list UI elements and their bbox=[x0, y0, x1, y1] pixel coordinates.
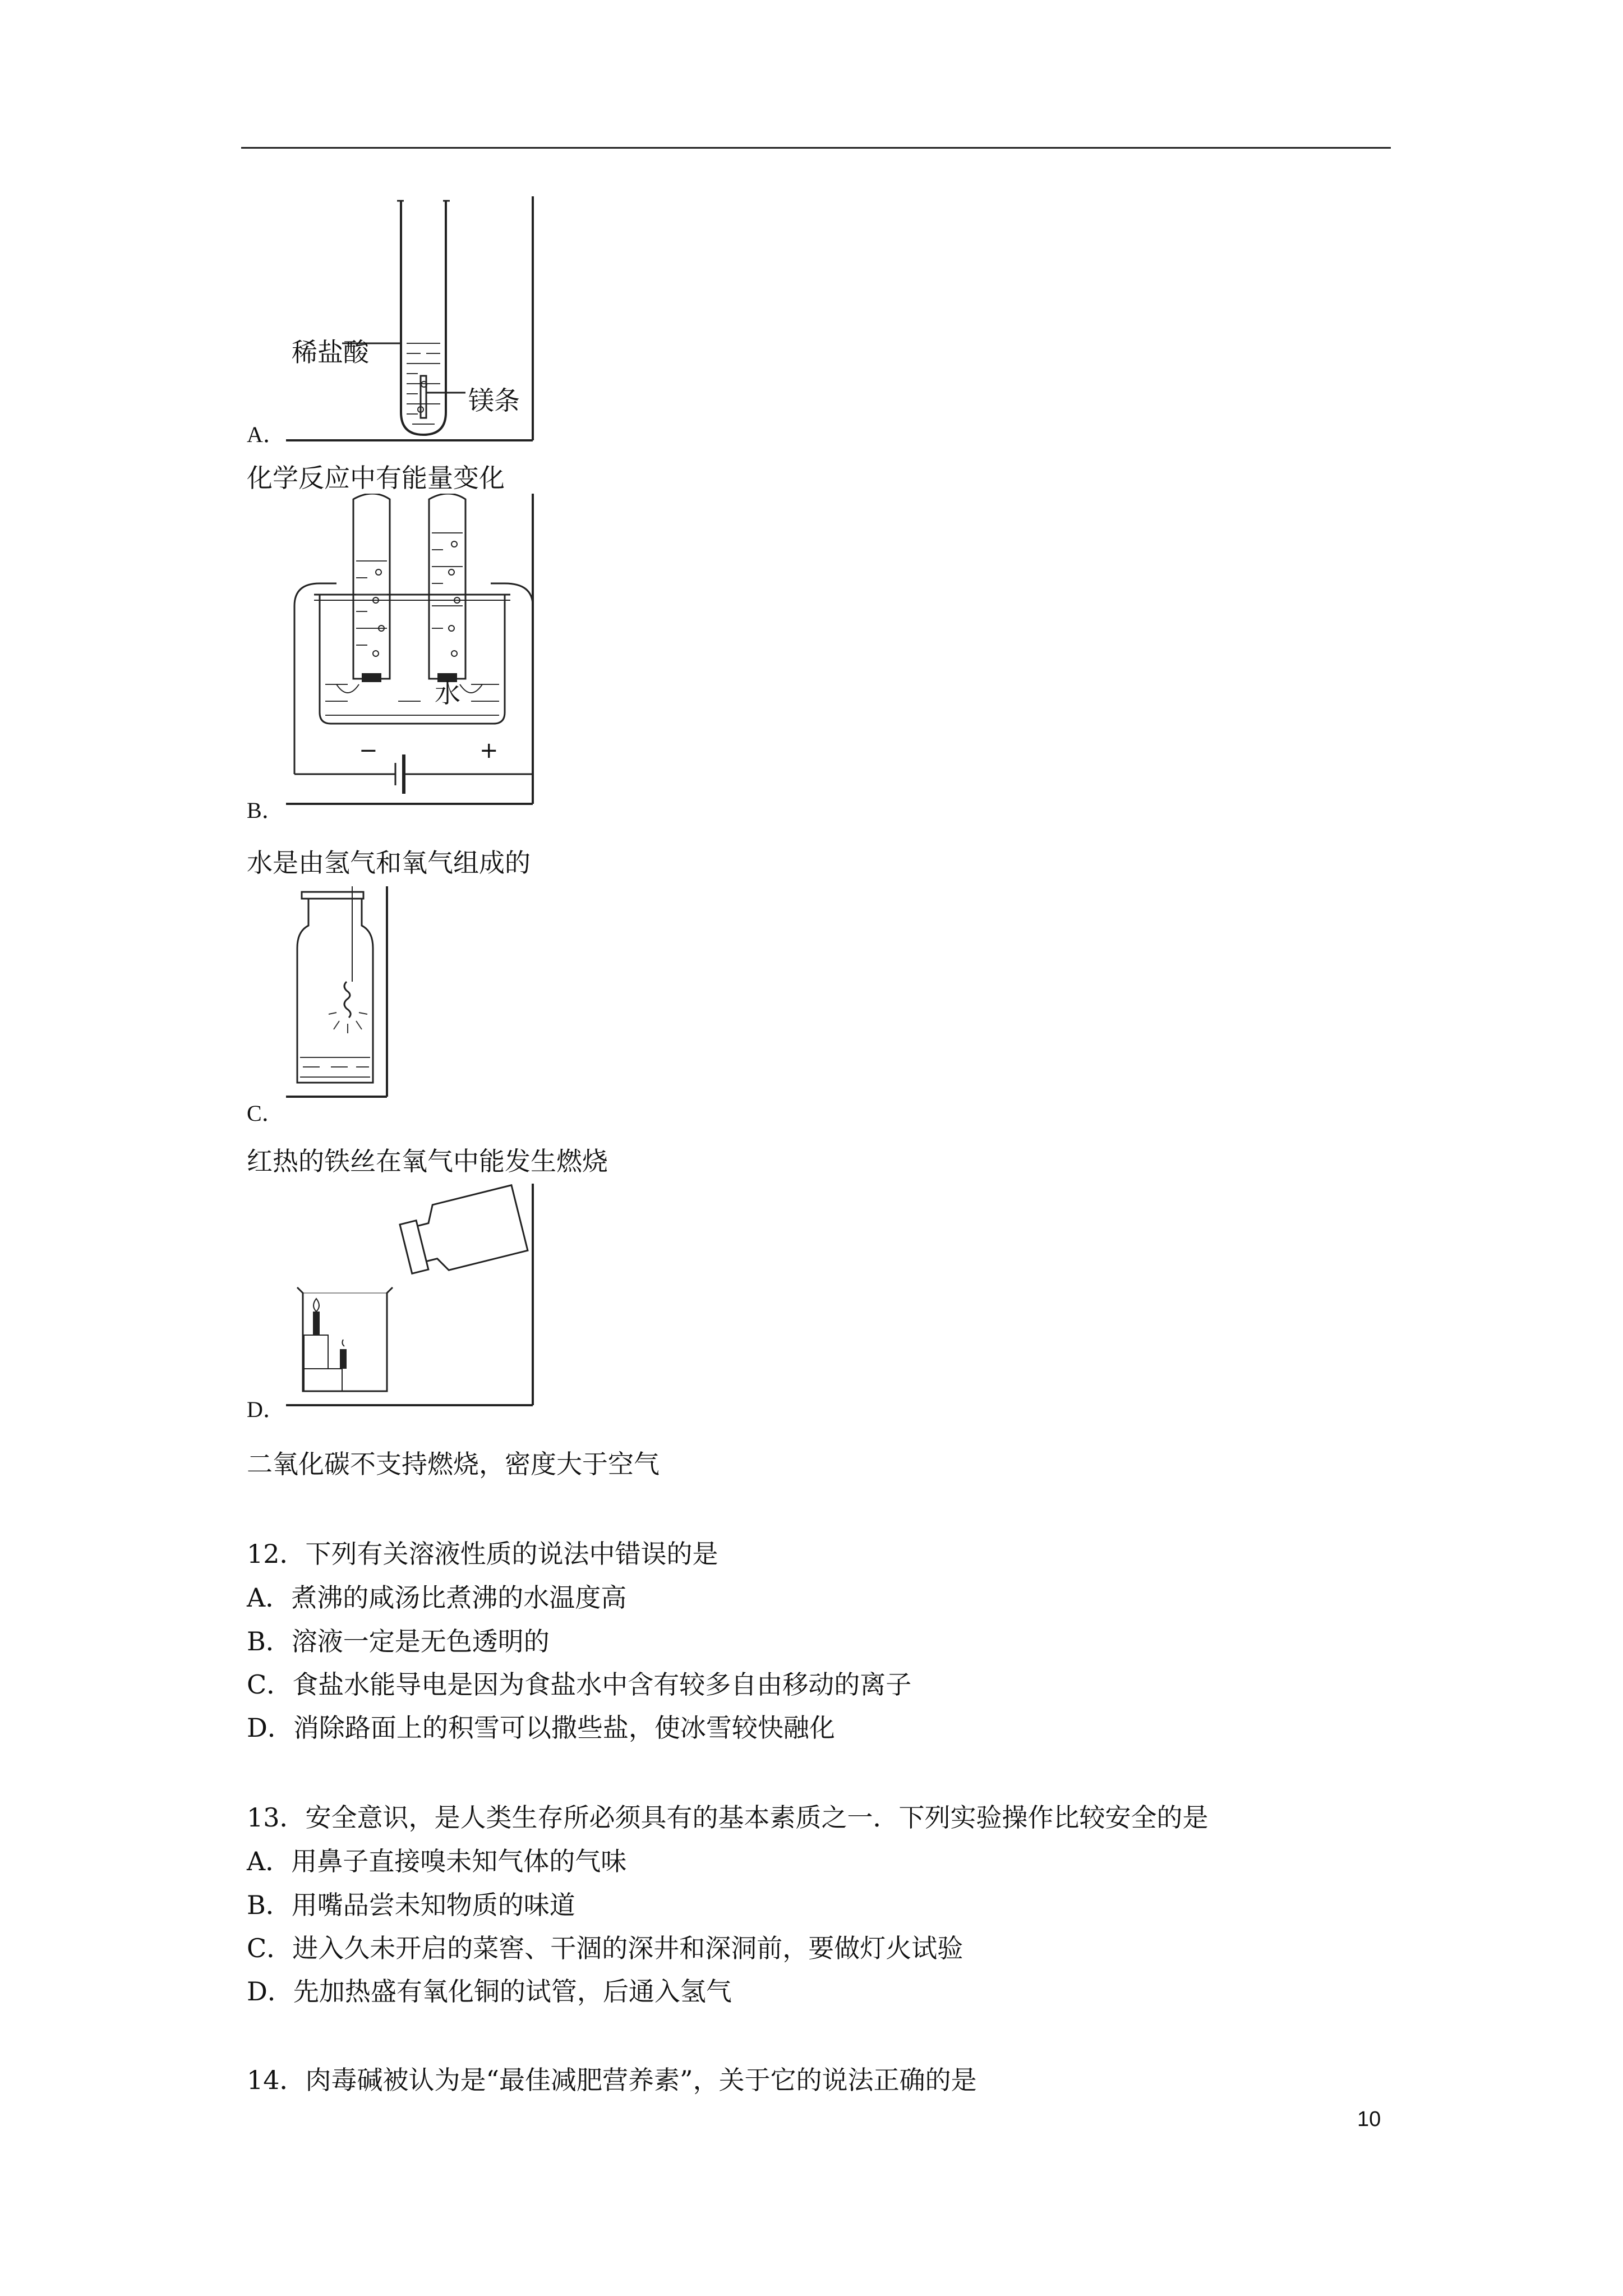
question-13-stem: 13．安全意识，是人类生存所必须具有的基本素质之一．下列实验操作比较安全的是 bbox=[247, 1802, 1209, 1833]
option-c-caption: 红热的铁丝在氧气中能发生燃烧 bbox=[247, 1146, 608, 1176]
label-water: 水 bbox=[435, 678, 460, 708]
label-magnesium-strip: 镁条 bbox=[468, 385, 520, 416]
option-b-letter: B． bbox=[247, 798, 284, 823]
question-13-choice-c: C．进入久未开启的菜窖、干涸的深井和深洞前，要做灯火试验 bbox=[247, 1933, 963, 1963]
label-dilute-hcl: 稀盐酸 bbox=[292, 337, 369, 367]
option-d-caption: 二氧化碳不支持燃烧，密度大于空气 bbox=[247, 1449, 660, 1479]
question-14-stem: 14．肉毒碱被认为是“最佳减肥营养素”，关于它的说法正确的是 bbox=[247, 2065, 977, 2095]
question-13-choice-b: B．用嘴品尝未知物质的味道 bbox=[247, 1890, 575, 1920]
label-negative: − bbox=[359, 738, 378, 763]
question-12-choice-a: A．煮沸的咸汤比煮沸的水温度高 bbox=[247, 1582, 627, 1613]
option-b-caption: 水是由氢气和氧气组成的 bbox=[247, 848, 531, 878]
question-12-stem: 12．下列有关溶液性质的说法中错误的是 bbox=[247, 1539, 718, 1569]
question-12-choice-b: B．溶液一定是无色透明的 bbox=[247, 1626, 550, 1657]
question-13-choice-d: D．先加热盛有氧化铜的试管，后通入氢气 bbox=[247, 1976, 732, 2007]
option-c-letter: C． bbox=[247, 1101, 284, 1126]
question-12-choice-c: C．食盐水能导电是因为食盐水中含有较多自由移动的离子 bbox=[247, 1669, 912, 1700]
option-a-letter: A． bbox=[247, 422, 285, 447]
question-12-choice-d: D．消除路面上的积雪可以撒些盐，使冰雪较快融化 bbox=[247, 1713, 835, 1743]
figure-d-co2-candles bbox=[286, 1184, 544, 1408]
figure-c-iron-wire-bottle bbox=[286, 886, 398, 1099]
option-d-letter: D． bbox=[247, 1397, 285, 1422]
header-rule bbox=[241, 147, 1391, 149]
page-number: 10 bbox=[1357, 2108, 1381, 2131]
figure-b-electrolysis bbox=[286, 494, 544, 808]
label-positive: + bbox=[479, 738, 499, 763]
question-13-choice-a: A．用鼻子直接嗅未知气体的气味 bbox=[247, 1846, 627, 1876]
option-a-caption: 化学反应中有能量变化 bbox=[247, 463, 505, 493]
